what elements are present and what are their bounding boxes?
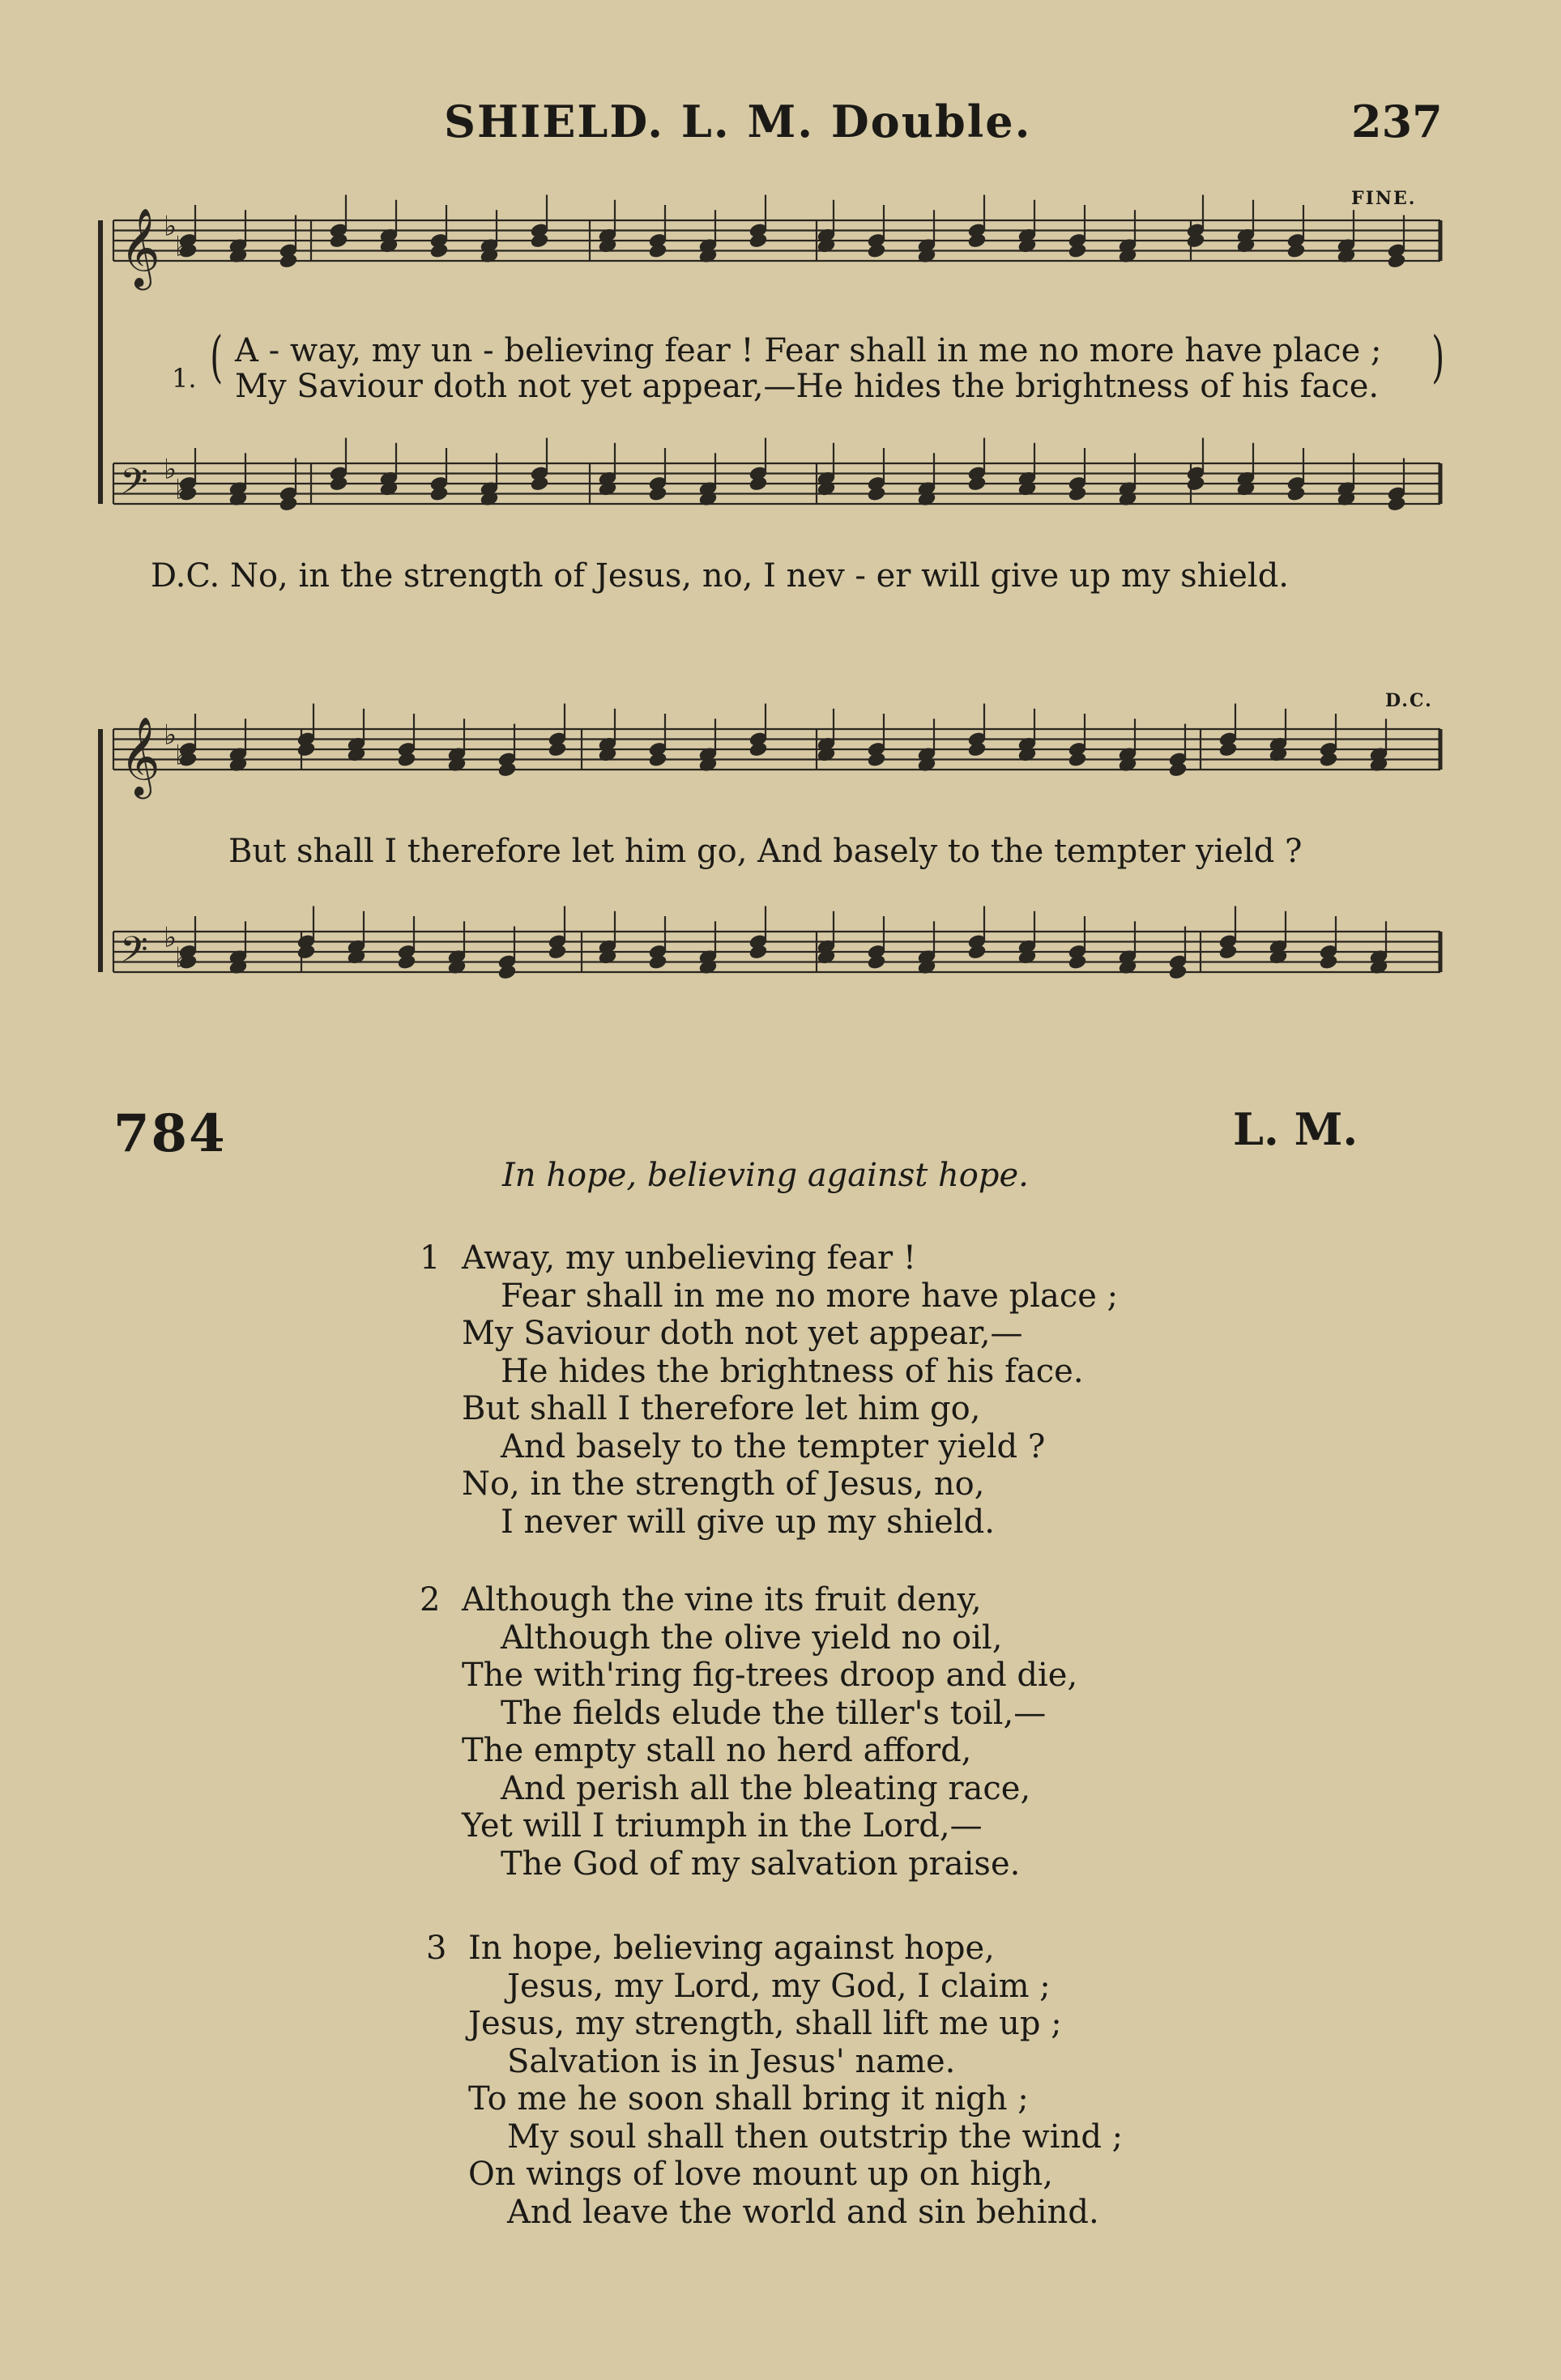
svg-text:♭: ♭: [164, 921, 177, 954]
stanza-line: And leave the world and sin behind.: [507, 2193, 1099, 2231]
stanza-line: Jesus, my strength, shall lift me up ;: [468, 2005, 1062, 2042]
svg-text:𝄞: 𝄞: [120, 716, 160, 795]
stanza-line: My soul shall then outstrip the wind ;: [507, 2118, 1124, 2156]
svg-text:♭: ♭: [175, 739, 189, 772]
left-brace: (: [210, 326, 224, 390]
stanza-line: In hope, believing against hope,: [468, 1930, 995, 1967]
stanza-3: [426, 1930, 1124, 2231]
svg-text:𝄢: 𝄢: [120, 928, 148, 979]
stanza-line: The God of my salvation praise.: [501, 1845, 1021, 1883]
svg-text:♭: ♭: [164, 453, 177, 486]
verse-number: 1.: [172, 363, 197, 394]
stanza-line: Although the vine its fruit deny,: [462, 1581, 982, 1619]
lyric-line-2: My Saviour doth not yet appear,—He hides the brightness of his face.: [235, 368, 1380, 405]
stanza-line: Yet will I triumph in the Lord,—: [462, 1807, 983, 1845]
lyric-line-3: But shall I therefore let him go, And basely to the tempter yield ?: [228, 833, 1303, 870]
dc-lyric-line: D.C. No, in the strength of Jesus, no, I nev - er will give up my shield.: [151, 557, 1290, 595]
stanza-line: But shall I therefore let him go,: [462, 1390, 981, 1427]
stanza-line: On wings of love mount up on high,: [468, 2156, 1053, 2193]
stanza-line: Jesus, my Lord, my God, I claim ;: [507, 1967, 1051, 2005]
stanza-line: Although the olive yield no oil,: [501, 1619, 1003, 1657]
hymn-meter: L. M.: [1233, 1103, 1358, 1155]
svg-text:♭: ♭: [175, 941, 189, 975]
right-brace: ): [1431, 326, 1445, 390]
stanza-line: The fields elude the tiller's toil,—: [501, 1694, 1047, 1732]
lyric-line-1: A - way, my un - believing fear ! Fear shall in me no more have place ;: [235, 332, 1382, 369]
stanza-line: Fear shall in me no more have place ;: [501, 1277, 1119, 1315]
stanza-line: My Saviour doth not yet appear,—: [462, 1315, 1023, 1352]
dc-mark: D.C.: [1385, 690, 1433, 711]
stanza-line: To me he soon shall bring it nigh ;: [468, 2080, 1029, 2118]
svg-text:♭: ♭: [164, 719, 177, 752]
stanza-line: He hides the brightness of his face.: [501, 1352, 1084, 1390]
page-number: 237: [1351, 96, 1443, 147]
stanza-line: And perish all the bleating race,: [501, 1769, 1031, 1807]
stanza-number: 3: [426, 1930, 447, 1967]
hymn-subtitle: In hope, believing against hope.: [502, 1157, 1029, 1194]
stanza-line: The with'ring fig-trees droop and die,: [462, 1657, 1078, 1694]
tune-title: SHIELD. L. M. Double.: [444, 96, 1032, 147]
hymn-number: 784: [113, 1103, 227, 1164]
stanza-line: The empty stall no herd afford,: [462, 1732, 972, 1769]
svg-text:♭: ♭: [175, 230, 189, 263]
svg-text:𝄞: 𝄞: [120, 207, 160, 287]
stanza-number: 2: [420, 1581, 441, 1619]
fine-mark: FINE.: [1351, 188, 1417, 209]
svg-text:𝄢: 𝄢: [120, 460, 148, 511]
stanza-line: And basely to the tempter yield ?: [501, 1427, 1046, 1465]
stanza-line: Away, my unbelieving fear !: [462, 1239, 916, 1277]
stanza-2: [420, 1581, 1078, 1883]
stanza-number: 1: [420, 1239, 441, 1277]
stanza-line: Salvation is in Jesus' name.: [507, 2042, 956, 2080]
stanza-line: No, in the strength of Jesus, no,: [462, 1465, 985, 1503]
svg-text:♭: ♭: [175, 473, 189, 506]
stanza-line: I never will give up my shield.: [501, 1503, 995, 1541]
music-score: [0, 0, 1561, 1053]
svg-text:♭: ♭: [164, 210, 177, 243]
stanza-1: [420, 1239, 1119, 1541]
